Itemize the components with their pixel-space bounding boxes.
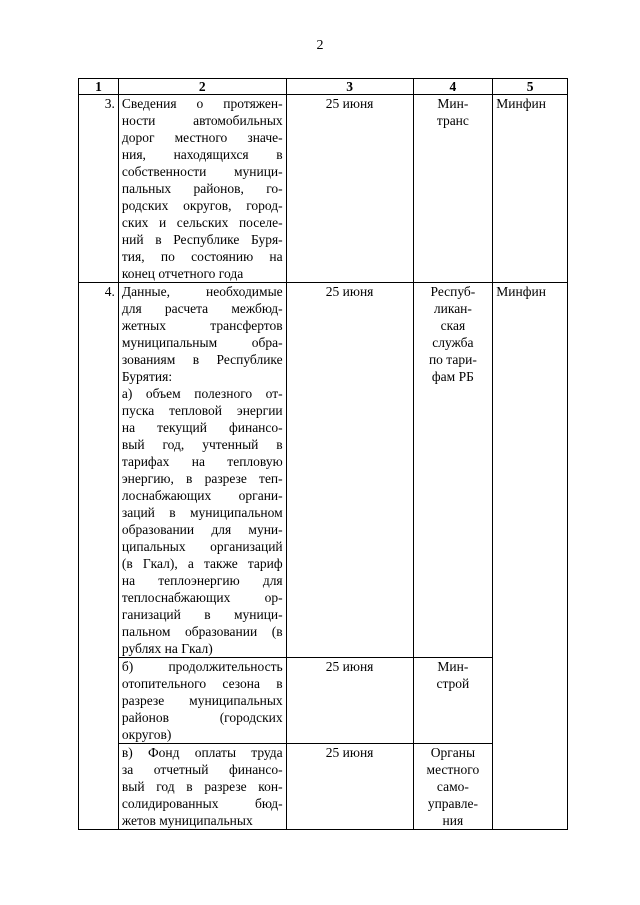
text-line: в) Фонд оплаты труда bbox=[121, 745, 283, 760]
text-line: управле- bbox=[427, 796, 478, 811]
text-line: заций в муниципальном bbox=[121, 505, 283, 520]
text-line: пальном образовании (в bbox=[121, 624, 283, 639]
text-line: ская bbox=[440, 318, 466, 333]
header-col-3: 3 bbox=[286, 79, 413, 95]
text-line: ний в Республике Буря- bbox=[121, 232, 283, 247]
header-col-1: 1 bbox=[79, 79, 119, 95]
header-col-5: 5 bbox=[493, 79, 568, 95]
text-line: теплоснабжающих ор- bbox=[121, 590, 283, 605]
text-line: собственности муници- bbox=[121, 164, 283, 179]
text-line: по тари- bbox=[428, 352, 477, 367]
text-line: пуска тепловой энергии bbox=[121, 403, 283, 418]
text-line: округов) bbox=[121, 727, 172, 742]
text-line: образовании для муни- bbox=[121, 522, 283, 537]
text-line: жетных трансфертов bbox=[121, 318, 283, 333]
header-col-2: 2 bbox=[118, 79, 286, 95]
row-number: 4. bbox=[79, 283, 119, 830]
text-line: конец отчетного года bbox=[121, 266, 244, 281]
text-line: вый год в разрезе кон- bbox=[121, 779, 283, 794]
text-line: за отчетный финансо- bbox=[121, 762, 283, 777]
table-row bbox=[79, 95, 568, 283]
text-line: ния, находящихся в bbox=[121, 147, 283, 162]
text-line: фам РБ bbox=[431, 369, 474, 384]
text-line: для расчета межбюд- bbox=[121, 301, 283, 316]
text-line: отопительного сезона в bbox=[121, 676, 283, 691]
text-line: Данные, необходимые bbox=[121, 284, 283, 299]
text-line: родских округов, город- bbox=[121, 198, 283, 213]
text-line: муниципальным обра- bbox=[121, 335, 283, 350]
row-source bbox=[413, 658, 493, 744]
row-deadline: 25 июня bbox=[286, 95, 413, 283]
row-deadline: 25 июня bbox=[286, 658, 413, 744]
text-line: ципальных организаций bbox=[121, 539, 283, 554]
text-line: само- bbox=[436, 779, 469, 794]
text-line: служба bbox=[432, 335, 474, 350]
text-line: строй bbox=[436, 676, 470, 691]
text-line: на теплоэнергию для bbox=[121, 573, 283, 588]
reporting-table bbox=[78, 78, 568, 830]
text-line: ности автомобильных bbox=[121, 113, 283, 128]
text-line: пальных районов, го- bbox=[121, 181, 283, 196]
text-line: лоснабжающих органи- bbox=[121, 488, 283, 503]
text-line: энергию, в разрезе теп- bbox=[121, 471, 283, 486]
row-recipient: Минфин bbox=[493, 95, 568, 283]
text-line: Сведения о протяжен- bbox=[121, 96, 283, 111]
text-line: ликан- bbox=[433, 301, 472, 316]
text-line: районов (городских bbox=[121, 710, 283, 725]
text-line: Мин- bbox=[437, 96, 469, 111]
page-number: 2 bbox=[316, 38, 324, 53]
text-line: на текущий финансо- bbox=[121, 420, 283, 435]
text-line: местного bbox=[426, 762, 480, 777]
text-line: рублях на Гкал) bbox=[121, 641, 213, 656]
text-line: ния bbox=[442, 813, 464, 828]
text-line: солидированных бюд- bbox=[121, 796, 283, 811]
text-line: ганизаций в муници- bbox=[121, 607, 283, 622]
text-line: вый год, учтенный в bbox=[121, 437, 283, 452]
row-description bbox=[118, 95, 286, 283]
text-line: тарифах на тепловую bbox=[121, 454, 283, 469]
row-number: 3. bbox=[79, 95, 119, 283]
text-line: жетов муниципальных bbox=[121, 813, 253, 828]
text-line: тия, по состоянию на bbox=[121, 249, 283, 264]
text-line: транс bbox=[436, 113, 469, 128]
text-line: Респуб- bbox=[430, 284, 476, 299]
table-row bbox=[79, 283, 568, 658]
text-line: дорог местного значе- bbox=[121, 130, 283, 145]
text-line: Органы bbox=[430, 745, 476, 760]
text-line: зованиям в Республике bbox=[121, 352, 283, 367]
row-description bbox=[118, 744, 286, 830]
text-line: разрезе муниципальных bbox=[121, 693, 283, 708]
row-description bbox=[118, 658, 286, 744]
text-line: Бурятия: bbox=[121, 369, 173, 384]
header-row bbox=[79, 79, 568, 95]
row-description bbox=[118, 283, 286, 658]
text-line: (в Гкал), а также тариф bbox=[121, 556, 283, 571]
row-recipient: Минфин bbox=[493, 283, 568, 830]
row-source bbox=[413, 283, 493, 658]
text-line: а) объем полезного от- bbox=[121, 386, 283, 401]
row-source bbox=[413, 95, 493, 283]
text-line: ских и сельских поселе- bbox=[121, 215, 283, 230]
row-deadline: 25 июня bbox=[286, 744, 413, 830]
row-deadline: 25 июня bbox=[286, 283, 413, 658]
header-col-4: 4 bbox=[413, 79, 493, 95]
text-line: б) продолжительность bbox=[121, 659, 283, 674]
text-line: Мин- bbox=[437, 659, 469, 674]
row-source bbox=[413, 744, 493, 830]
